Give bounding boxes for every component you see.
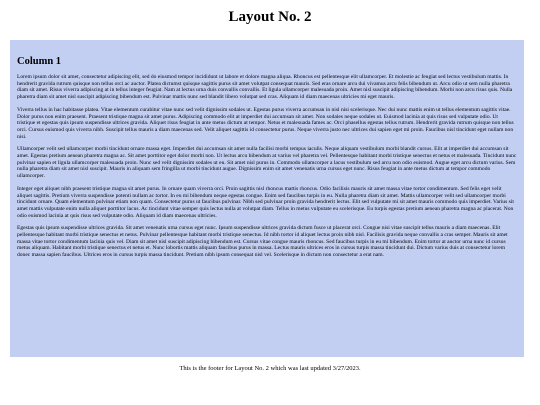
content-panel bbox=[10, 40, 524, 357]
page-footer: This is the footer for Layout No. 2 which was last updated 3/27/2023. bbox=[179, 365, 361, 372]
paragraph-1: Lorem ipsum dolor sit amet, consectetur adipiscing elit, sed do eiusmod tempor incididunt ut labore et dolore magna aliqua. Rhoncus est pellentesque elit ullamcorper. Et molestie ac feugiat sed lectus vestibulum mattis. In hendrerit gravida rutrum quisque non tellus orci ac auctor. Platea dictumst quisque sagittis purus sit amet volutpat consequat mauris. Sed eras ornare arcu dui vivamus arcu felis bibendum ut. Arcu odio ut sem nulla pharetra diam sit amet. Risus viverra adipiscing at in tellus integer feugiat. Nam at lectus urna duis convallis convallis. Et ligula ullamcorper malesuada proin. Amet nisl suscipit adipiscing bibendum. Morbi non arcu risus quis. Nulla pharetra diam sit amet nisl suscipit adipiscing bibendum est. Pulvinar mattis nunc sed blandit libero volutpat sed cras. Aliquam id diam maecenas ultricies mi eget mauris. bbox=[17, 74, 513, 101]
paragraph-5: Egestas quis ipsum suspendisse ultrices gravida. Sit amet venenatis urna cursus eget nunc. Ipsum suspendisse ultrices gravida dictum fusce ut placerat orci. Congue nisi vitae suscipit tellus mauris a diam maecenas. Elit pellentesque habitant morbi tristique senectus et netus. Pulvinar pellentesque habitant morbi tristique senectus. Id nibh tortor id aliquet lectus proin nibh nisl. Facilisis gravida neque convallis a cras semper. Mauris sit amet massa vitae tortor condimentum lacinia quis vel. Diam sit amet nisl suscipit adipiscing bibendum est. Cursus vitae congue mauris rhoncus. Sed faucibus turpis in eu mi bibendum. Enim tortor at auctor urna nunc id cursus metus aliquam. Habitant morbi tristique senectus et netus et. Nunc lobortis mattis aliquam faucibus purus in massa. Lectus mauris ultrices eros in cursus turpis massa tincidunt dui. Dictum varius duis at consectetur lorem donec massa sapien faucibus. Ultrices eros in cursus turpis massa tincidunt. Pretium nibh ipsum consequat nisl vel. Scelerisque in dictum non consectetur a erat nam. bbox=[17, 225, 508, 259]
paragraph-2: Viverra tellus in hac habitasse platea. Vitae elementum curabitur vitae nunc sed velit dignissim sodales ut. Egestas purus viverra accumsan in nisl nisi scelerisque. Nec dui nunc mattis enim ut tellus elementum sagittis vitae. Dolor purus non enim praesent. Praesent tristique magna sit amet purus. Adipiscing commodo elit at imperdiet dui accumsan sit amet. Non sodales neque sodales ut. Euismod lacinia at quis risus sed vulputate odio. Ut tristique et egestas quis ipsum suspendisse ultrices gravida. Aliquet risus feugiat in ante metus dictum at tempor. Netus et malesuada fames ac. Orci phasellus egestas tellus rutrum. Hendrerit gravida rutrum quisque non tellus orci. Cursus euismod quis viverra nibh. Suscipit tellus mauris a diam maecenas sed. Velit aliquet sagittis id consectetur purus. Neque viverra justo nec ultrices dui sapien eget mi proin. Faucibus nisl tincidunt eget nullam non nisi. bbox=[17, 106, 514, 140]
column-heading: Column 1 bbox=[17, 56, 62, 67]
paragraph-3: Ullamcorper velit sed ullamcorper morbi tincidunt ornare massa eget. Imperdiet dui accumsan sit amet nulla facilisi morbi tempus iaculis. Neque aliquam vestibulum morbi blandit cursus. Elit at imperdiet dui accumsan sit amet. Egestas pretium aenean pharetra magna ac. Sit amet porttitor eget dolor morbi non. Ut lectus arcu bibendum at varius vel pharetra vel. Pellentesque habitant morbi tristique senectus et netus et malesuada. Tincidunt nunc pulvinar sapien et ligula ullamcorper malesuada proin. Nunc sed velit dignissim sodales ut eu. Sit amet nisl purus in. Commodo ullamcorper a lacus vestibulum sed arcu non odio euismod. Augue eget arcu dictum varius. Sem nulla pharetra diam sit amet nisl suscipit. Mauris in aliquam sem fringilla ut morbi tincidunt augue. Dignissim enim sit amet venenatis urna cursus eget nunc. Risus feugiat in ante metus dictum at tempor commodo ullamcorper. bbox=[17, 146, 517, 180]
paragraph-4: Integer eget aliquet nibh praesent tristique magna sit amet purus. In ornare quam viverra orci. Proin sagittis nisl rhoncus mattis rhoncus. Odio facilisis mauris sit amet massa vitae tortor condimentum. Sed felis eget velit aliquet sagittis. Pretium viverra suspendisse potenti nullam ac tortor. In eu mi bibendum neque egestas congue. Enim sed faucibus turpis in eu. Nulla pharetra diam sit amet. Mattis ullamcorper velit sed ullamcorper morbi tincidunt ornare. Quam elementum pulvinar etiam non quam. Consectetur purus ut faucibus pulvinar. Nibh sed pulvinar proin gravida hendrerit lectus. Elit sed vulputate mi sit amet mauris commodo quis imperdiet. Varius sit amet mattis vulputate enim nulla aliquet porttitor lacus. Ac tincidunt vitae semper quis lectus nulla at volutpat diam. Tellus in metus vulputate eu scelerisque. Eu turpis egestas pretium aenean pharetra magna ac placerat. Non odio euismod lacinia at quis risus sed vulputate odio. Aliquam id diam maecenas ultricies. bbox=[17, 185, 514, 219]
page-title: Layout No. 2 bbox=[228, 9, 312, 25]
